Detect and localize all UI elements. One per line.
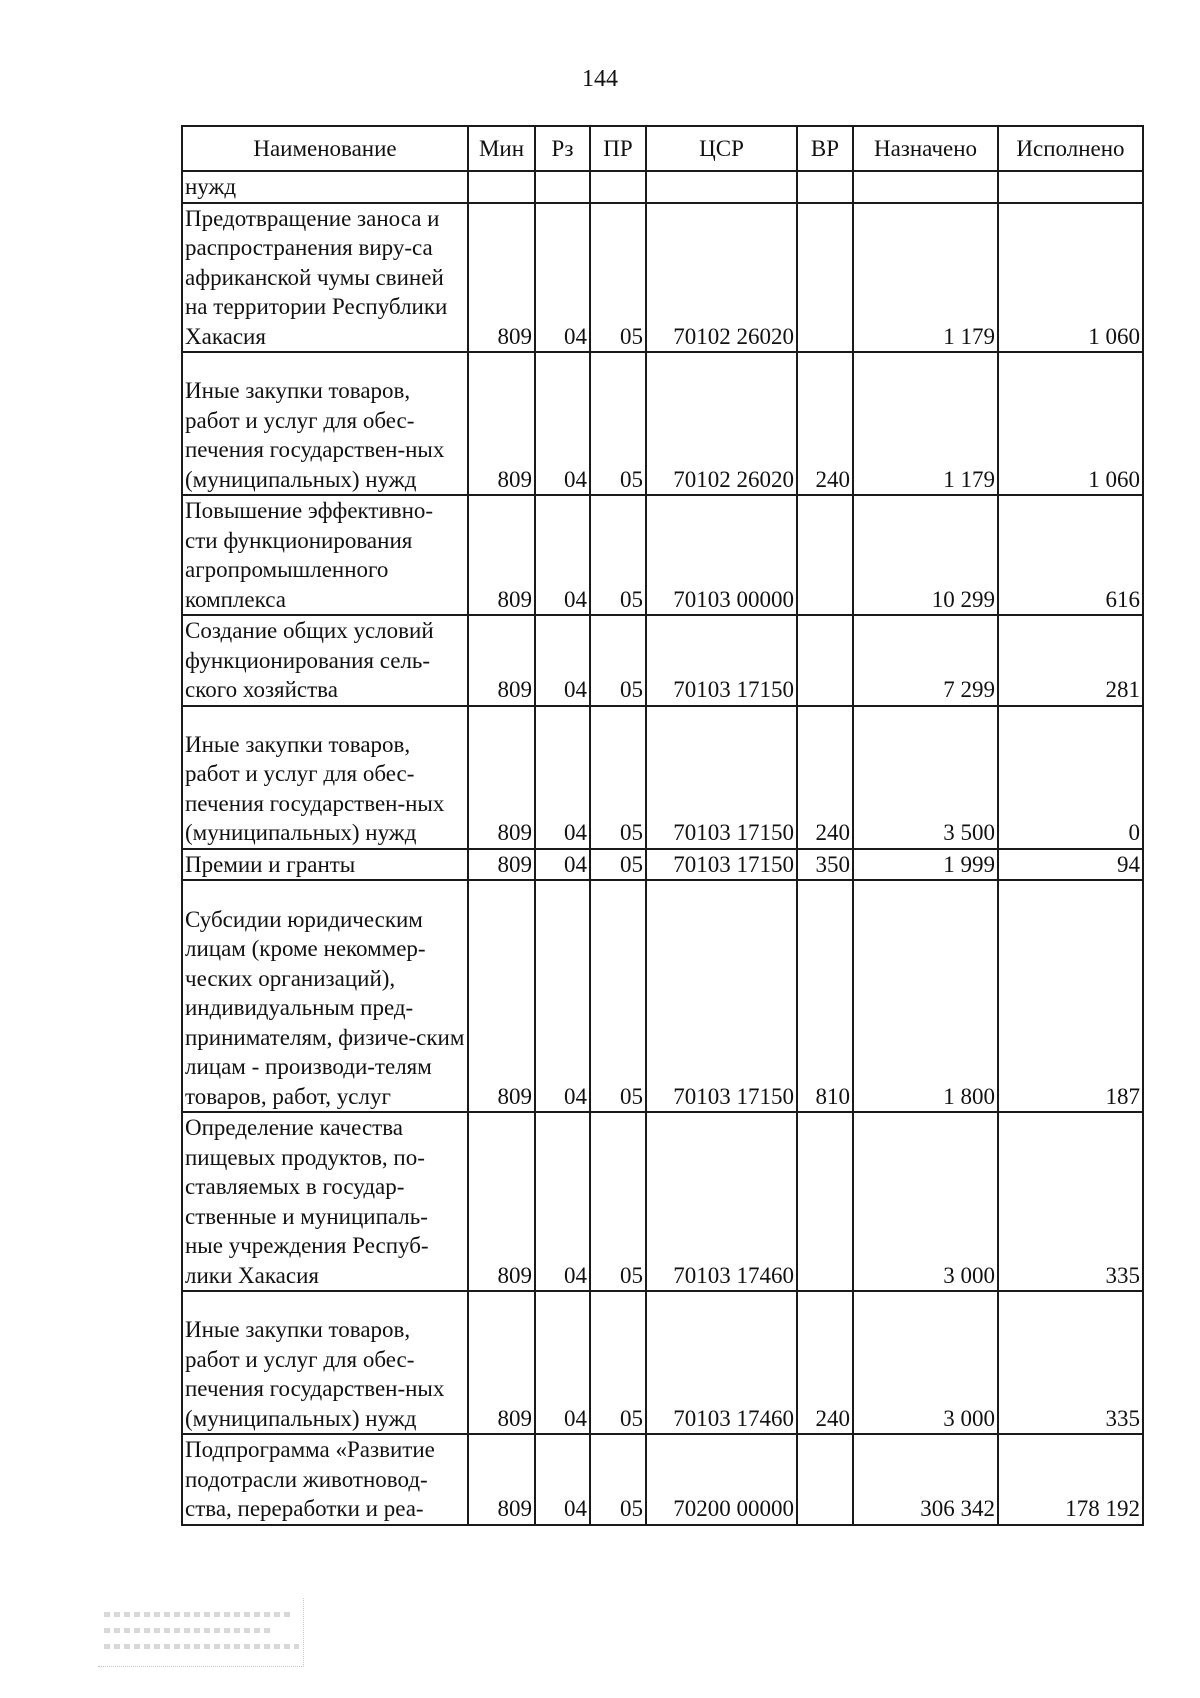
row-min-cell: 809 [468,615,535,706]
row-name-cell: Иные закупки товаров, работ и услуг для обес-печения государствен-ных (муниципальных) нужд [182,1291,468,1434]
row-min-cell: 809 [468,1291,535,1434]
row-min-cell: 809 [468,706,535,849]
row-csr-cell: 70103 17150 [646,849,797,881]
table-body [182,171,1143,1525]
header-plan: Назначено [853,126,998,171]
row-min-cell: 809 [468,1112,535,1291]
row-vr-cell: 350 [797,849,853,881]
row-vr-cell [797,495,853,615]
table-row [182,352,1143,495]
row-csr-cell: 70103 17150 [646,706,797,849]
row-min-cell: 809 [468,203,535,353]
row-name-cell: Подпрограмма «Развитие подотрасли животновод-ства, переработки и реа- [182,1434,468,1525]
row-plan-cell: 1 179 [853,352,998,495]
row-csr-cell: 70103 00000 [646,495,797,615]
row-plan-cell [853,171,998,203]
row-rz-cell: 04 [535,1434,590,1525]
table-row [182,203,1143,353]
row-min-cell: 809 [468,849,535,881]
row-vr-cell: 810 [797,880,853,1112]
table-row [182,1112,1143,1291]
table-row [182,849,1143,881]
row-vr-cell [797,615,853,706]
row-name-cell: Иные закупки товаров, работ и услуг для обес-печения государствен-ных (муниципальных) нужд [182,706,468,849]
row-done-cell: 1 060 [998,203,1143,353]
row-done-cell: 0 [998,706,1143,849]
row-plan-cell: 1 999 [853,849,998,881]
header-name: Наименование [182,126,468,171]
row-pr-cell: 05 [590,203,646,353]
table-row [182,1291,1143,1434]
row-vr-cell [797,203,853,353]
row-vr-cell [797,1434,853,1525]
row-rz-cell: 04 [535,495,590,615]
table-row [182,1434,1143,1525]
row-rz-cell: 04 [535,352,590,495]
table-row [182,171,1143,203]
row-name-cell: Субсидии юридическим лицам (кроме некоммер-ческих организаций), индивидуальным пред-принимателям, физиче-ским лицам - производи-телям товаров, работ, услуг [182,880,468,1112]
row-pr-cell [590,171,646,203]
header-done: Исполнено [998,126,1143,171]
header-rz: Рз [535,126,590,171]
row-done-cell: 178 192 [998,1434,1143,1525]
row-rz-cell: 04 [535,203,590,353]
row-pr-cell: 05 [590,1291,646,1434]
row-plan-cell: 10 299 [853,495,998,615]
table-row [182,615,1143,706]
row-pr-cell: 05 [590,706,646,849]
table-row [182,495,1143,615]
row-name-cell: Иные закупки товаров, работ и услуг для обес-печения государствен-ных (муниципальных) нужд [182,352,468,495]
row-done-cell: 281 [998,615,1143,706]
row-pr-cell: 05 [590,615,646,706]
row-csr-cell [646,171,797,203]
row-vr-cell: 240 [797,352,853,495]
row-csr-cell: 70103 17150 [646,880,797,1112]
table-header-row [182,126,1143,171]
row-vr-cell: 240 [797,706,853,849]
row-rz-cell: 04 [535,615,590,706]
row-vr-cell [797,171,853,203]
row-plan-cell: 3 000 [853,1112,998,1291]
row-name-cell: нужд [182,171,468,203]
row-done-cell: 1 060 [998,352,1143,495]
row-name-cell: Повышение эффективно-сти функционирования агропромышленного комплекса [182,495,468,615]
row-done-cell: 187 [998,880,1143,1112]
row-rz-cell: 04 [535,880,590,1112]
row-min-cell: 809 [468,1434,535,1525]
row-pr-cell: 05 [590,1434,646,1525]
row-pr-cell: 05 [590,352,646,495]
row-rz-cell: 04 [535,706,590,849]
row-rz-cell: 04 [535,1291,590,1434]
row-pr-cell: 05 [590,880,646,1112]
row-csr-cell: 70102 26020 [646,203,797,353]
row-plan-cell: 3 000 [853,1291,998,1434]
row-name-cell: Определение качества пищевых продуктов, по-ставляемых в государ-ственные и муниципаль-ные учреждения Респуб-лики Хакасия [182,1112,468,1291]
row-plan-cell: 7 299 [853,615,998,706]
row-plan-cell: 3 500 [853,706,998,849]
row-csr-cell: 70103 17150 [646,615,797,706]
row-done-cell: 335 [998,1291,1143,1434]
row-pr-cell: 05 [590,1112,646,1291]
row-min-cell: 809 [468,495,535,615]
row-pr-cell: 05 [590,495,646,615]
row-min-cell: 809 [468,880,535,1112]
header-vr: ВР [797,126,853,171]
header-csr: ЦСР [646,126,797,171]
row-done-cell: 616 [998,495,1143,615]
row-done-cell [998,171,1143,203]
budget-table [181,125,1144,1526]
table-row [182,880,1143,1112]
row-plan-cell: 1 179 [853,203,998,353]
row-done-cell: 94 [998,849,1143,881]
row-min-cell [468,171,535,203]
row-rz-cell: 04 [535,849,590,881]
row-csr-cell: 70102 26020 [646,352,797,495]
row-rz-cell: 04 [535,1112,590,1291]
row-plan-cell: 1 800 [853,880,998,1112]
header-pr: ПР [590,126,646,171]
row-done-cell: 335 [998,1112,1143,1291]
row-rz-cell [535,171,590,203]
table-row [182,706,1143,849]
row-csr-cell: 70103 17460 [646,1291,797,1434]
scanner-stamp-mark [98,1598,304,1667]
row-name-cell: Создание общих условий функционирования сель-ского хозяйства [182,615,468,706]
row-csr-cell: 70103 17460 [646,1112,797,1291]
row-vr-cell [797,1112,853,1291]
row-min-cell: 809 [468,352,535,495]
row-csr-cell: 70200 00000 [646,1434,797,1525]
row-name-cell: Премии и гранты [182,849,468,881]
row-vr-cell: 240 [797,1291,853,1434]
header-min: Мин [468,126,535,171]
page-number: 144 [582,66,618,92]
row-plan-cell: 306 342 [853,1434,998,1525]
row-pr-cell: 05 [590,849,646,881]
row-name-cell: Предотвращение заноса и распространения виру-са африканской чумы свиней на территории Республики Хакасия [182,203,468,353]
